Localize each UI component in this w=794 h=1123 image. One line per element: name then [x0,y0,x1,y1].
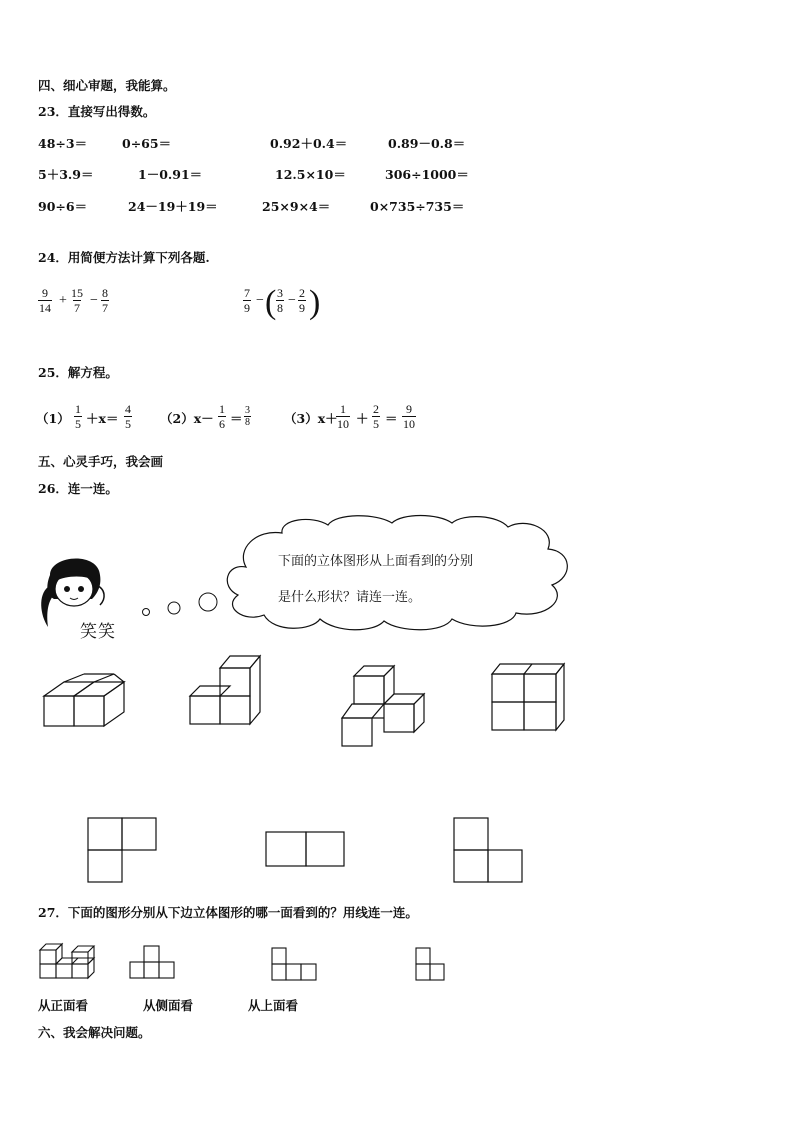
operator: − [90,293,98,308]
fraction: $\frac{1}{6}$ [219,402,225,431]
q23-item: 12.5×10＝ [275,167,346,182]
q23-item: 48÷3＝ [38,136,88,151]
fraction: $\frac{7}{9}$ [244,286,250,315]
equation-prefix: （3）x＋ [284,411,338,426]
solid-figure-2 [186,650,266,730]
q23-item: 0.92＋0.4＝ [270,136,348,151]
fraction: $\frac{1}{5}$ [75,402,81,431]
q23-item: 0.89－0.8＝ [388,136,466,151]
equation-prefix: （2）x－ [160,411,214,426]
operator: ＋ [356,411,369,426]
q27-view-label: 从侧面看 [143,998,194,1013]
q24-label: 24．用简便方法计算下列各题. [38,250,210,265]
right-paren: ) [309,284,321,321]
equation-prefix: （1） [36,411,70,426]
cloud-text-line-2: 是什么形状？请连一连。 [278,590,422,605]
top-view-shape-3 [452,816,526,886]
fraction: $\frac{2}{5}$ [373,402,379,431]
q27-view-shape-1 [128,942,180,982]
operator: ＝ [385,411,398,426]
fraction: $\frac{1}{10}$ [337,402,349,431]
fraction: $\frac{4}{5}$ [125,402,131,431]
equation-mid: ＝ [230,411,243,426]
operator: + [59,293,67,308]
thought-bubbles [140,590,220,620]
q23-item: 306÷1000＝ [385,167,469,182]
q26-label: 26．连一连。 [38,481,118,496]
section-5-title: 五、心灵手巧，我会画 [38,454,164,469]
q27-solid-figure [38,938,104,984]
q23-label: 23．直接写出得数。 [38,104,156,119]
q23-item: 90÷6＝ [38,199,88,214]
thought-cloud [216,515,586,635]
top-view-shape-1 [86,816,160,886]
q23-item: 0×735÷735＝ [370,199,465,214]
girl-label: 笑笑 [80,622,116,642]
solid-figure-1 [40,670,130,730]
fraction: $\frac{9}{14}$ [39,286,51,315]
q27-view-shape-3 [412,946,452,986]
solid-figure-4 [488,660,570,736]
solid-figure-3 [338,660,428,752]
fraction: $\frac{3}{8}$ [245,405,250,428]
fraction: $\frac{2}{9}$ [299,286,305,315]
section-6-title: 六、我会解决问题。 [38,1025,151,1040]
q23-item: 5＋3.9＝ [38,167,94,182]
fraction: $\frac{9}{10}$ [403,402,415,431]
top-view-shape-2 [264,830,348,870]
equation-mid: ＋x＝ [86,411,119,426]
fraction: $\frac{8}{7}$ [102,286,108,315]
fraction: $\frac{15}{7}$ [71,286,83,315]
q23-item: 25×9×4＝ [262,199,331,214]
q27-view-shape-2 [270,944,322,982]
q25-label: 25．解方程。 [38,365,118,380]
fraction: $\frac{3}{8}$ [277,286,283,315]
q23-item: 1－0.91＝ [138,167,203,182]
q23-item: 0÷65＝ [122,136,172,151]
q27-label: 27．下面的图形分别从下边立体图形的哪一面看到的？用线连一连。 [38,905,418,920]
cloud-text-line-1: 下面的立体图形从上面看到的分别 [278,554,474,569]
left-paren: ( [265,284,277,321]
q27-view-label: 从正面看 [38,998,89,1013]
operator: − [256,293,264,308]
operator: − [288,293,296,308]
q23-item: 24－19＋19＝ [128,199,218,214]
section-4-title: 四、细心审题，我能算。 [38,78,176,93]
q27-view-label: 从上面看 [248,998,299,1013]
